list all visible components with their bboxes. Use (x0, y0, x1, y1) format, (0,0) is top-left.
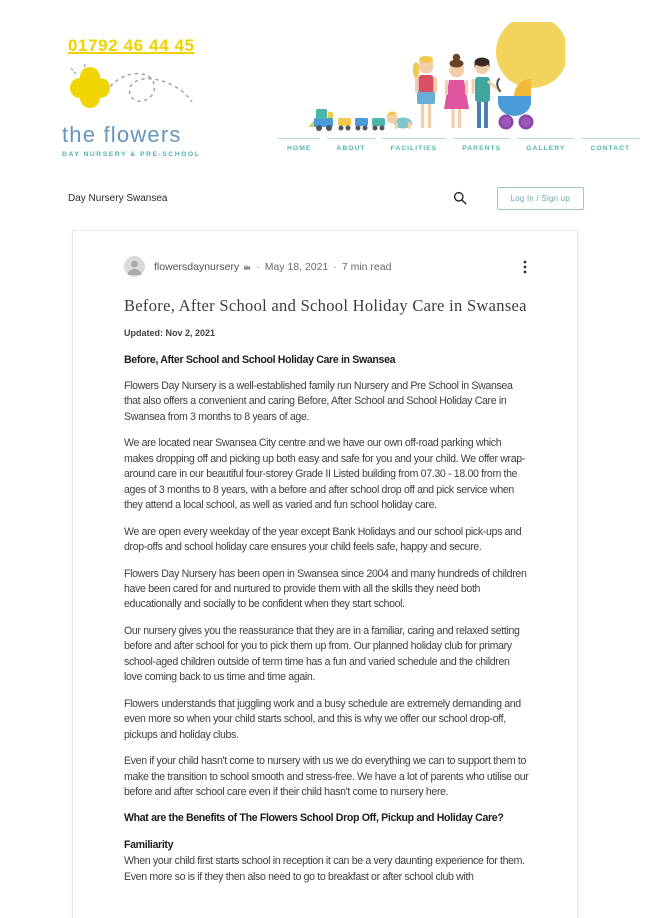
post-paragraph: Even if your child hasn't come to nursery with us we do everything we can to support them to make the transition to school smooth and stress-free. We have a lot of parents who utilise our before and after school care even if their child hasn't come to nursery here. (124, 755, 529, 798)
updated-date: Updated: Nov 2, 2021 (124, 327, 216, 338)
post-paragraph: Flowers Day Nursery has been open in Swansea since 2004 and many hundreds of children have been cared for and nurtured to provide them with all the skills they need both educationally and socially to be confident when they start school. (124, 567, 527, 611)
blog-post-card (72, 230, 578, 918)
post-paragraph: We are open every weekday of the year except Bank Holidays and our school pick-ups and drop-offs and school holiday care ensures your child feels safe, happy and secure. (124, 525, 522, 554)
post-heading: Before, After School and School Holiday Care in Swansea (124, 353, 396, 366)
admin-crown-icon (243, 264, 251, 270)
breadcrumb: Day Nursery Swansea (68, 192, 168, 204)
meta-separator: · (256, 260, 260, 273)
toolbar-right (453, 187, 584, 210)
logo-name: the flowers (62, 122, 182, 147)
author-row (124, 256, 529, 277)
post-paragraph: Flowers understands that juggling work and a busy schedule are extremely demanding and even more so when your child starts school, and this is why we offer our school drop-off, pickups and holiday clubs. (124, 697, 521, 741)
person-icon (124, 256, 145, 277)
woman-with-pram-icon (472, 58, 501, 129)
main-nav (278, 138, 646, 152)
nav-facilities[interactable]: FACILITIES (382, 138, 447, 152)
nav-contact[interactable]: CONTACT (581, 138, 639, 152)
flower-bee-trail-icon (62, 60, 212, 122)
nav-gallery[interactable]: GALLERY (517, 138, 574, 152)
crawling-baby-icon (387, 112, 413, 129)
search-icon[interactable] (453, 191, 467, 205)
more-options-icon[interactable] (521, 258, 529, 276)
site-header (0, 0, 650, 170)
login-signup-button[interactable]: Log In / Sign up (497, 187, 584, 210)
post-date: May 18, 2021 (264, 260, 329, 273)
site-logo[interactable] (62, 60, 212, 158)
author-name[interactable]: flowersdaynursery (154, 260, 240, 273)
nav-home[interactable]: HOME (278, 138, 320, 152)
avatar[interactable] (124, 256, 145, 277)
blog-toolbar (0, 170, 650, 212)
post-subheading: Familiarity (124, 838, 174, 851)
meta-separator: · (333, 260, 337, 273)
pram-icon (497, 79, 533, 130)
header-illustration (300, 22, 565, 136)
nav-parents[interactable]: PARENTS (453, 138, 510, 152)
sun-icon (496, 22, 565, 88)
nav-about[interactable]: ABOUT (327, 138, 374, 152)
toy-train-icon (308, 109, 385, 131)
woman-pink-dress-icon (444, 54, 469, 128)
post-paragraph: We are located near Swansea City centre and we have our own off-road parking which makes dropping off and picking up both easy and safe for you and your child. We offer wrap-around care in our beautiful four-storey Grade II Listed building from 07.30 - 18.00 from the ages of 3 months to 8 years, with a before and after school drop off and pick service when they attend a local school, as well as varied and fun school holiday care. (124, 437, 525, 512)
logo-tagline: DAY NURSERY & PRE-SCHOOL (62, 151, 201, 158)
post-paragraph: Flowers Day Nursery is a well-established family run Nursery and Pre School in Swansea that also offers a convenient and caring Before, After School and School Holiday Care in Swansea from 3 months to 8 years of age. (124, 380, 513, 423)
read-time: 7 min read (341, 260, 392, 273)
phone-link[interactable]: 01792 46 44 45 (68, 36, 195, 55)
post-paragraph: When your child first starts school in reception it can be a very daunting experience for them. Even more so is if they then also need to go to breakfast or after school club with (124, 855, 525, 883)
post-paragraph: Our nursery gives you the reassurance that they are in a familiar, caring and relaxed setting before and after school for you to pick them up from. Our planned holiday club for primary school-aged children outside of term time has a fun and varied schedule and the children love coming back to us time and time again. (124, 624, 520, 684)
post-heading: What are the Benefits of The Flowers School Drop Off, Pickup and Holiday Care? (124, 812, 504, 825)
woman-red-top-icon (413, 56, 437, 128)
post-title: Before, After School and School Holiday Care in Swansea (124, 296, 527, 315)
